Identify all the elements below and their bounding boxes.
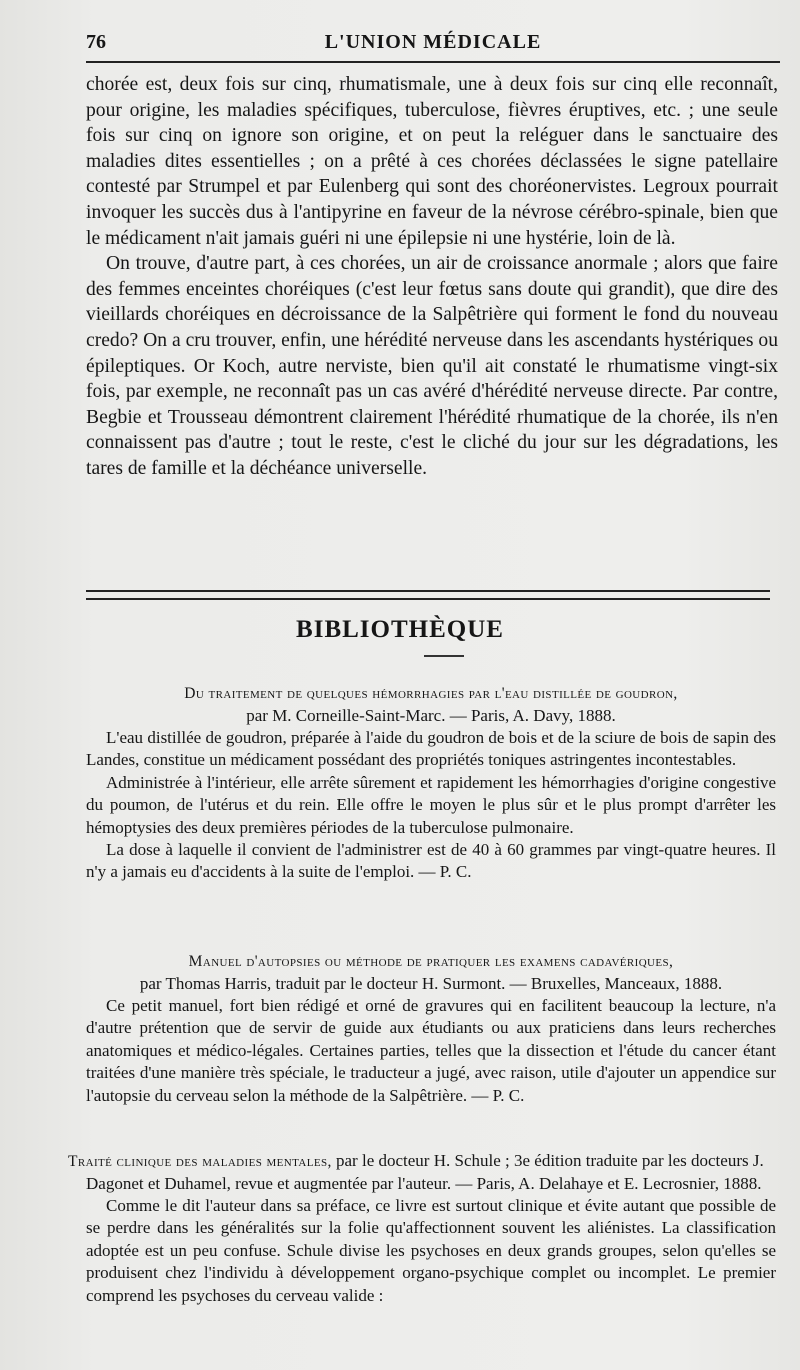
review-entry <box>86 682 776 884</box>
section-title: BIBLIOTHÈQUE <box>296 616 504 643</box>
review-entry <box>86 950 776 1107</box>
review-paragraph: Ce petit manuel, fort bien rédigé et orné de gravures qui en facilitent beaucoup la lecture, n'a d'autre prétention que de servir de guide aux étudiants ou aux praticiens dans leurs recherches anatomiques et médico-légales. Certaines parties, telles que la dissection et l'étude du cancer étant traitées d'une manière très spéciale, le traducteur a jugé, avec raison, utile d'ajouter un appendice sur l'autopsie du cerveau selon la méthode de la Salpêtrière. — P. C. <box>86 996 776 1105</box>
page-number: 76 <box>86 31 106 53</box>
review-byline: par M. Corneille-Saint-Marc. — Paris, A. Davy, 1888. <box>246 706 616 725</box>
review-paragraph: L'eau distillée de goudron, préparée à l'aide du goudron de bois et de la sciure de bois de sapin des Landes, constitue un médicament possédant des propriétés toniques astringentes incontestables. <box>86 728 776 770</box>
review-title: Manuel d'autopsies ou méthode de pratiquer les examens cadavériques, <box>188 953 674 970</box>
article-paragraph: On trouve, d'autre part, à ces chorées, un air de croissance anormale ; alors que faire des femmes enceintes choréiques (c'est leur fœtus sans doute qui grandit), que dire des vieillards choréiques en décroissance de la Salpêtrière qui forment le fond du nouveau credo? On a cru trouver, enfin, une hérédité nerveuse dans les ascendants hystériques ou épileptiques. Or Koch, autre nerviste, bien qu'il ait constaté le rhumatisme vingt-six fois, par exemple, ne reconnaît pas un cas avéré d'hérédité nerveuse directe. Par contre, Begbie et Trousseau démontrent clairement l'hérédité rhumatique de la chorée, ils n'en connaissent pas d'autre ; tout le reste, c'est le cliché du jour sur les dégradations, les tares de famille et la déchéance universelle. <box>86 253 778 479</box>
review-title: Du traitement de quelques hémorrhagies par l'eau distillée de goudron, <box>184 685 678 702</box>
review-paragraph: La dose à laquelle il convient de l'administrer est de 40 à 60 grammes par vingt-quatre heures. Il n'y a jamais eu d'accidents à la suite de l'emploi. — P. C. <box>86 840 776 882</box>
review-heading <box>86 682 776 727</box>
review-paragraph: Administrée à l'intérieur, elle arrête sûrement et rapidement les hémorrhagies d'origine congestive du poumon, de l'utérus et du rein. Elle offre le moyen le plus sûr et le plus prompt d'arrêter les hémoptysies des deux premières périodes de la tuberculose pulmonaire. <box>86 772 776 837</box>
header-rule <box>86 61 780 63</box>
journal-title: L'UNION MÉDICALE <box>324 31 542 53</box>
section-divider <box>86 590 770 600</box>
title-dash <box>424 655 464 657</box>
article-body <box>86 72 778 482</box>
review-byline: par Thomas Harris, traduit par le docteur H. Surmont. — Bruxelles, Manceaux, 1888. <box>139 974 723 993</box>
running-header <box>86 27 780 67</box>
review-byline: par le docteur H. Schule ; 3e édition traduite par les docteurs J. Dagonet et Duhamel, revue et augmentée par l'auteur. — Paris, A. Delahaye et E. Lecrosnier, 1888. <box>86 1151 764 1193</box>
review-paragraph: Comme le dit l'auteur dans sa préface, ce livre est surtout clinique et évite autant que possible de se perdre dans les généralités sur la folie qu'affectionnent souvent les aliénistes. La classification adoptée est un peu confuse. Schule divise les psychoses en deux grands groupes, selon qu'elles se produisent chez l'individu à développement organo-psychique complet ou incomplet. Le premier comprend les psychoses du cerveau valide : <box>86 1196 776 1305</box>
review-heading <box>68 1150 776 1195</box>
review-title: Traité clinique des maladies mentales, <box>68 1153 332 1170</box>
review-heading <box>86 950 776 995</box>
article-paragraph: chorée est, deux fois sur cinq, rhumatismale, une à deux fois sur cinq elle reconnaît, pour origine, les maladies spécifiques, tuberculose, fièvres éruptives, etc. ; une seule fois sur cinq on ignore son origine, et on peut la reléguer dans le sanctuaire des maladies dites essentielles ; on a prêté à ces chorées déclassées le signe patellaire contesté par Strumpel et par Eulenberg qui sont des choréonervistes. Legroux pourrait invoquer les succès dus à l'antipyrine en faveur de la névrose cérébro-spinale, bien que le médicament n'ait jamais guéri ni une épilepsie ni une hystérie, loin de là. <box>86 74 778 249</box>
review-entry <box>68 1150 776 1307</box>
